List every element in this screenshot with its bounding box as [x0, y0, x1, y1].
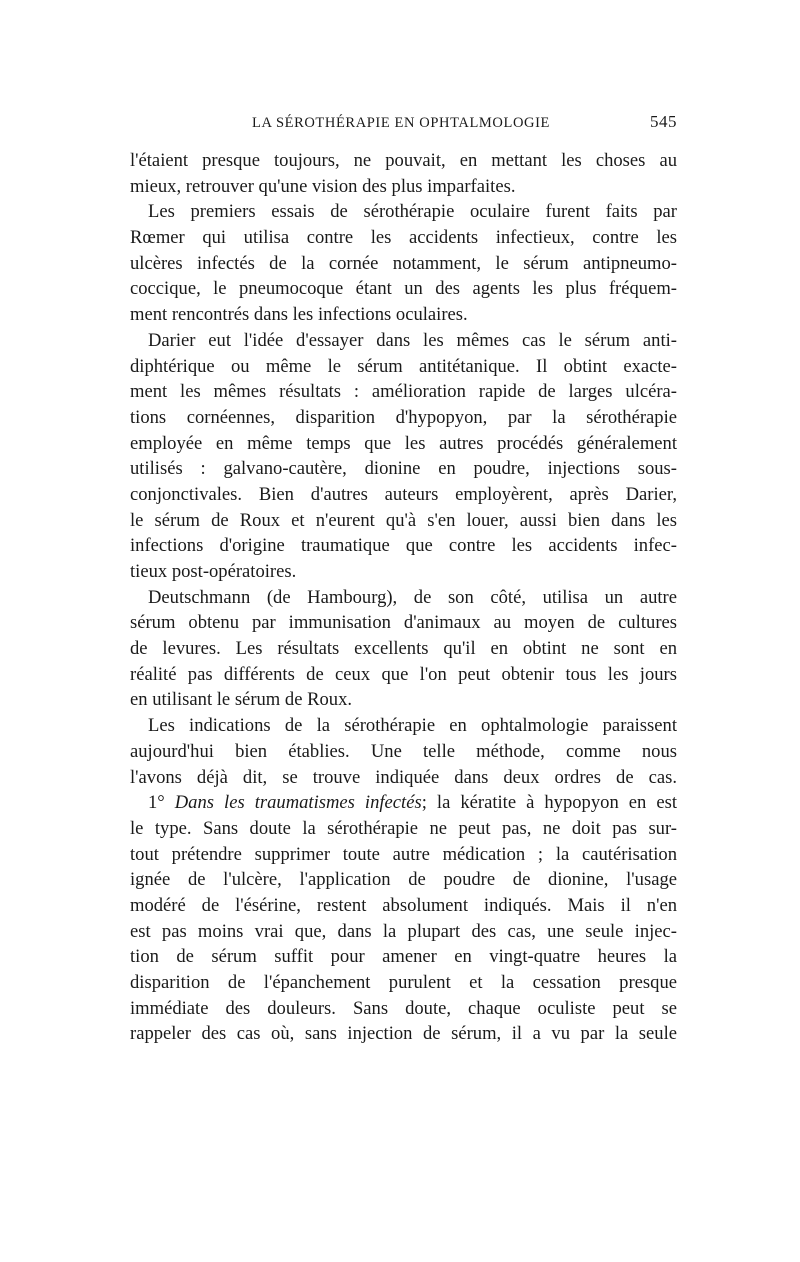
line-text-before: 1°	[148, 792, 175, 814]
running-head	[130, 112, 677, 144]
body-text	[130, 148, 677, 1047]
text-line: de levures. Les résultats excellents qu'il en obtint ne sont en	[130, 638, 677, 660]
text-line: mieux, retrouver qu'une vision des plus imparfaites.	[130, 175, 516, 197]
book-page	[130, 112, 677, 1047]
text-line: rappeler des cas où, sans injection de sérum, il a vu par la seule	[130, 1023, 677, 1045]
text-line: employée en même temps que les autres procédés généralement	[130, 432, 677, 454]
text-line: aujourd'hui bien établies. Une telle méthode, comme nous	[130, 740, 677, 762]
text-line: tion de sérum suffit pour amener en vingt-quatre heures la	[130, 946, 677, 968]
text-line: utilisés : galvano-cautère, dionine en poudre, injections sous-	[130, 458, 677, 480]
text-line: tions cornéennes, disparition d'hypopyon, par la sérothérapie	[130, 406, 677, 428]
text-line: l'étaient presque toujours, ne pouvait, en mettant les choses au	[130, 150, 677, 171]
text-line: Les premiers essais de sérothérapie oculaire furent faits par	[148, 201, 677, 223]
text-line: le type. Sans doute la sérothérapie ne peut pas, ne doit pas sur-	[130, 817, 677, 839]
text-line: réalité pas différents de ceux que l'on peut obtenir tous les jours	[130, 663, 677, 685]
text-line: le sérum de Roux et n'eurent qu'à s'en louer, aussi bien dans les	[130, 509, 677, 531]
text-line: tieux post-opératoires.	[130, 561, 297, 582]
text-line: en utilisant le sérum de Roux.	[130, 689, 353, 711]
text-line: ment rencontrés dans les infections oculaires.	[130, 304, 468, 326]
text-line: l'avons déjà dit, se trouve indiquée dans deux ordres de cas.	[130, 766, 677, 788]
text-line: infections d'origine traumatique que contre les accidents infec-	[130, 535, 677, 557]
text-line: conjonctivales. Bien d'autres auteurs employèrent, après Darier,	[130, 483, 677, 505]
line-text-after: ; la kératite à hypopyon en est	[421, 792, 677, 814]
text-line: Les indications de la sérothérapie en ophtalmologie paraissent	[148, 715, 677, 737]
text-line: immédiate des douleurs. Sans doute, chaque oculiste peut se	[130, 997, 677, 1019]
text-line: modéré de l'ésérine, restent absolument indiqués. Mais il n'en	[130, 894, 677, 916]
text-line: coccique, le pneumocoque étant un des agents les plus fréquem-	[130, 278, 677, 300]
text-line: disparition de l'épanchement purulent et la cessation presque	[130, 972, 677, 993]
text-line: Deutschmann (de Hambourg), de son côté, utilisa un autre	[148, 586, 677, 608]
text-line: ment les mêmes résultats : amélioration rapide de larges ulcéra-	[130, 381, 677, 403]
page-number: 545	[650, 112, 677, 131]
text-line: ulcères infectés de la cornée notamment, le sérum antipneumo-	[130, 252, 677, 274]
text-line: ignée de l'ulcère, l'application de poudre de dionine, l'usage	[130, 869, 677, 891]
running-title: LA SÉROTHÉRAPIE EN OPHTALMOLOGIE	[252, 115, 550, 131]
text-line: diphtérique ou même le sérum antitétanique. Il obtint exacte-	[130, 355, 677, 377]
text-line: Rœmer qui utilisa contre les accidents infectieux, contre les	[130, 227, 677, 249]
italic-heading: Dans les traumatismes infectés	[174, 792, 422, 814]
text-line: Darier eut l'idée d'essayer dans les mêmes cas le sérum anti-	[148, 329, 677, 351]
text-line: tout prétendre supprimer toute autre médication ; la cautérisation	[130, 843, 677, 865]
text-line: est pas moins vrai que, dans la plupart des cas, une seule injec-	[130, 920, 677, 942]
text-line	[130, 790, 677, 816]
text-line: sérum obtenu par immunisation d'animaux au moyen de cultures	[130, 612, 677, 634]
